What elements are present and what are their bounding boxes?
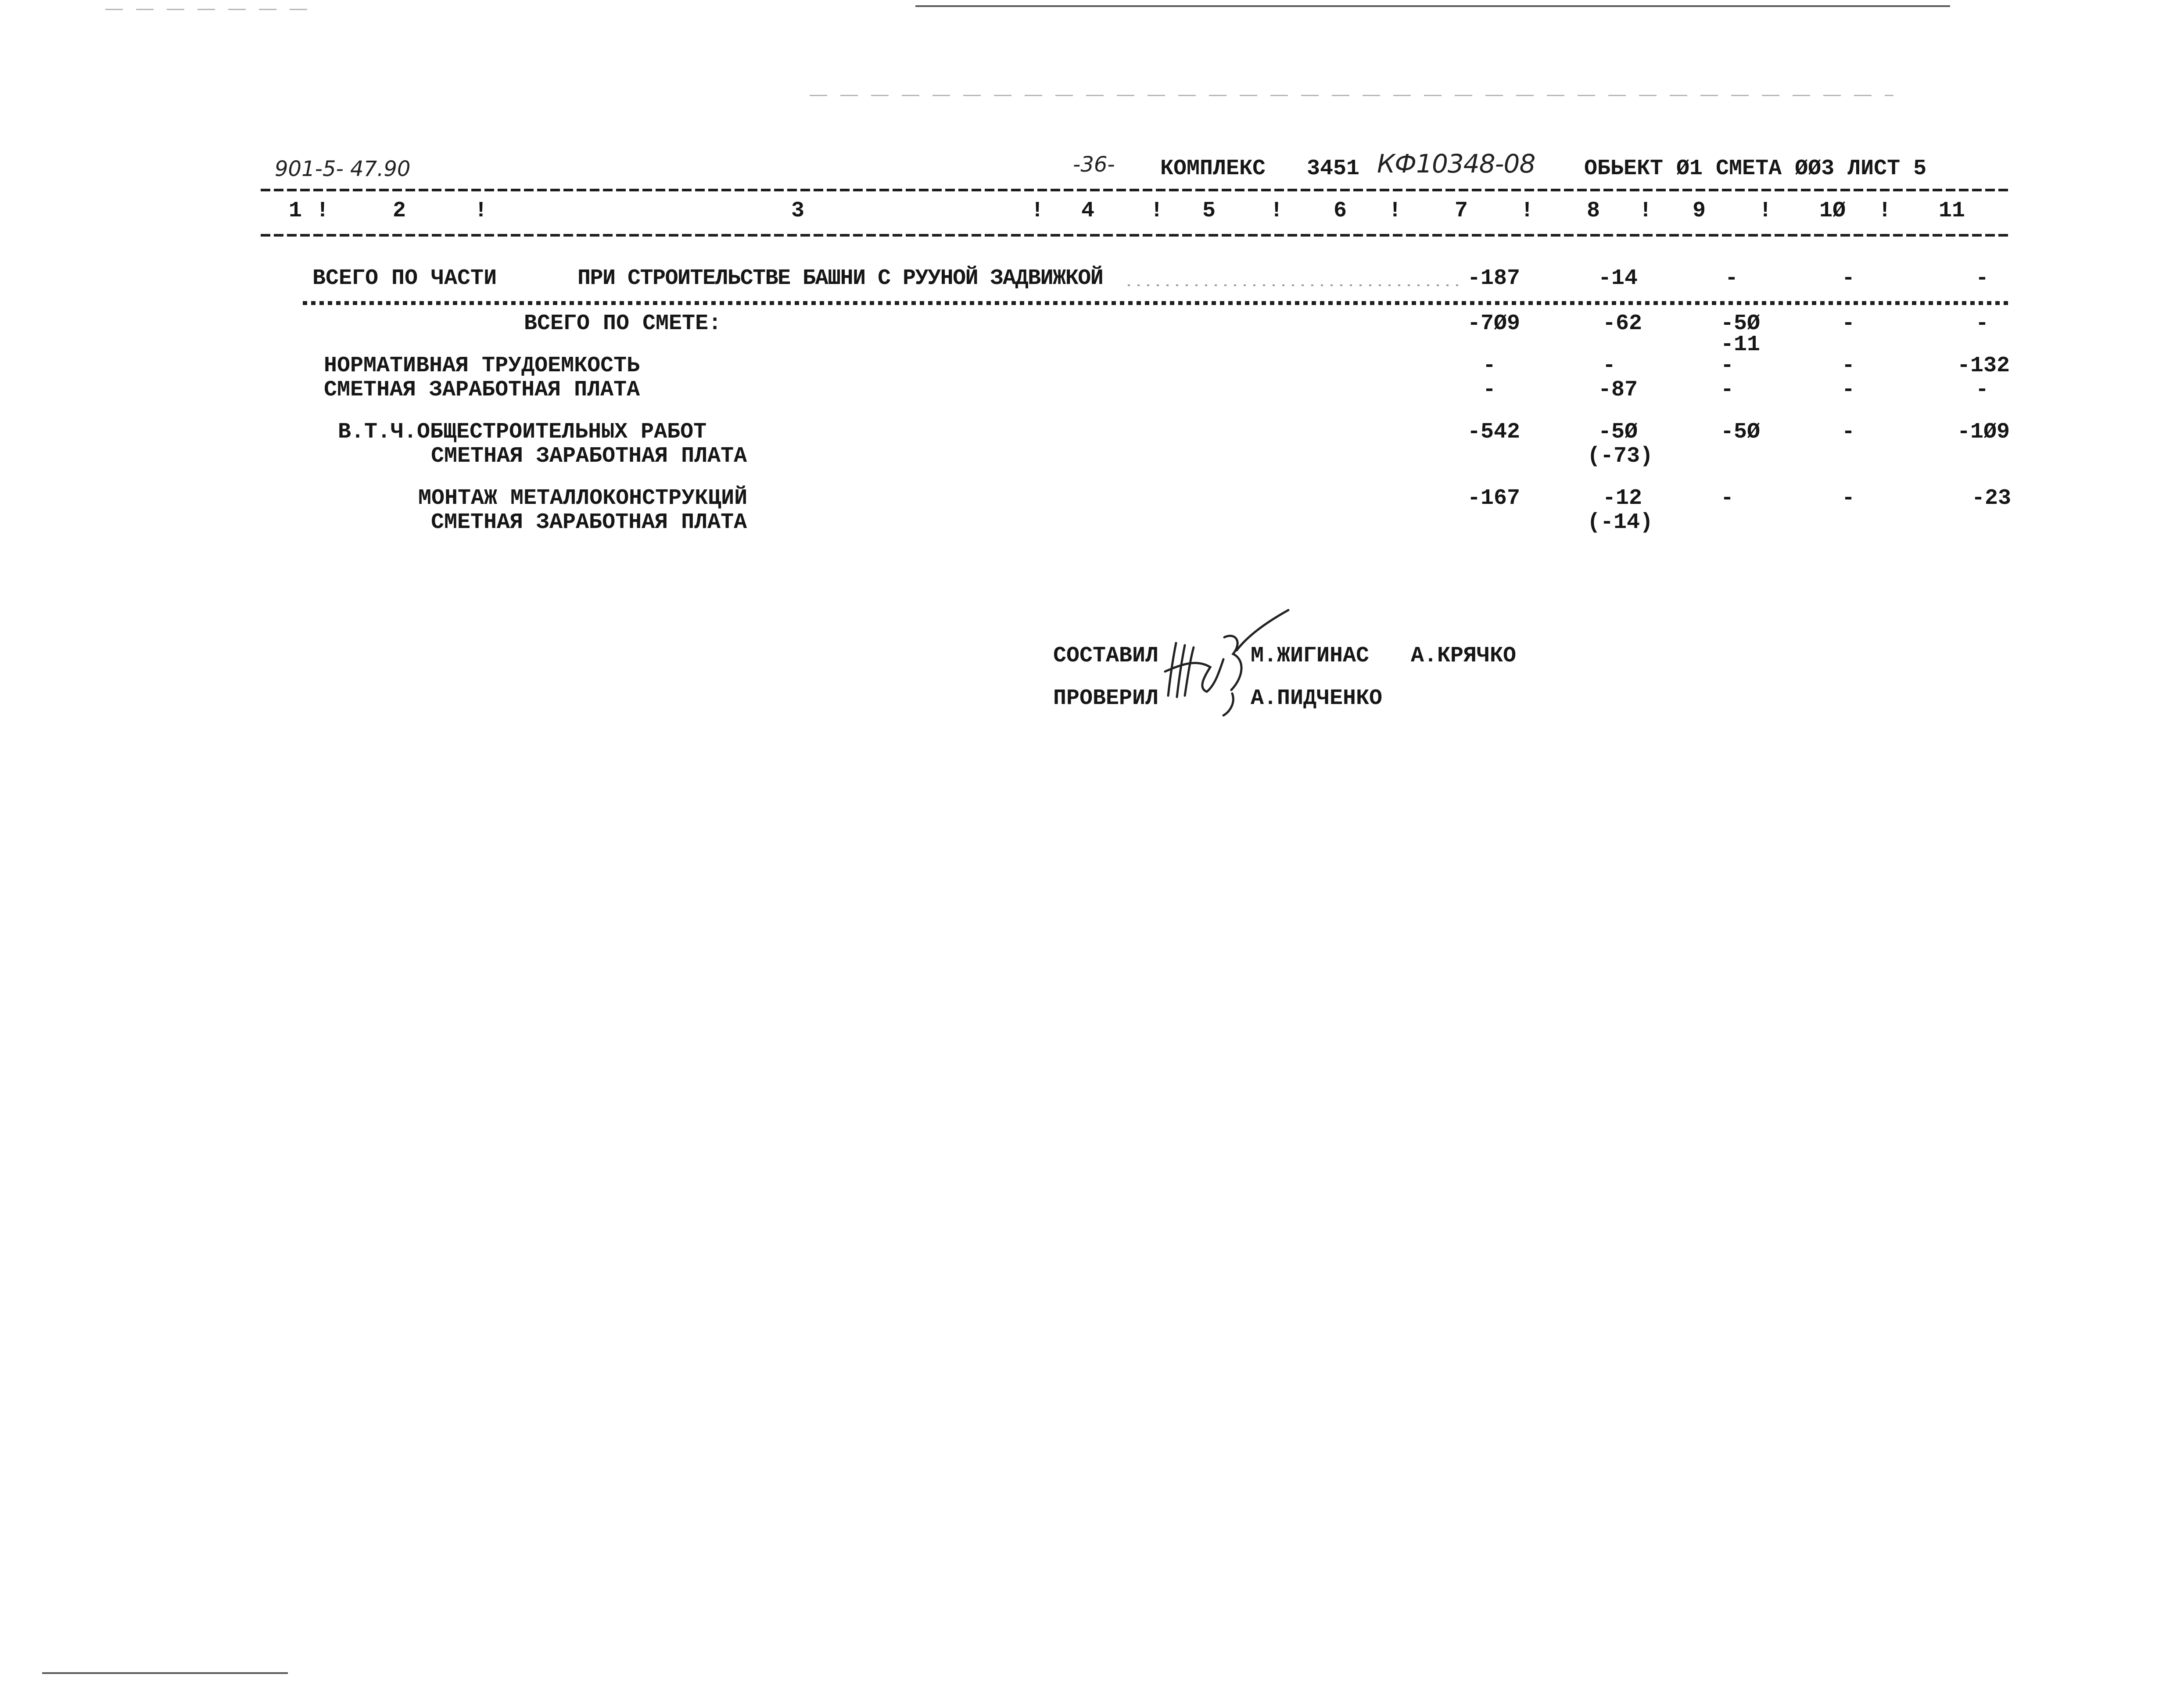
part-total-col10: - (1842, 266, 1855, 291)
wages-col9: - (1721, 377, 1734, 402)
column-separator: ! (316, 198, 330, 223)
part-total-col8: -14 (1598, 266, 1638, 291)
column-number-5: 5 (1202, 198, 1216, 223)
metal-installation-col11: -23 (1972, 486, 2012, 511)
wages-col7: - (1483, 377, 1496, 402)
labor-norm-label: НОРМАТИВНАЯ ТРУДОЕМКОСТЬ (324, 353, 640, 378)
part-total-description: ПРИ СТРОИТЕЛЬСТВЕ БАШНИ С РУУНОЙ ЗАДВИЖКОЙ (577, 266, 1103, 291)
part-total-col11: - (1976, 266, 1989, 291)
column-separator: ! (1150, 198, 1164, 223)
estimate-total-label: ВСЕГО ПО СМЕТЕ: (524, 311, 722, 336)
handwritten-signature (1158, 606, 1299, 720)
part-total-col7: -187 (1467, 266, 1521, 291)
estimate-total-col9: -5Ø (1721, 311, 1761, 336)
estimate-total-col8: -62 (1603, 311, 1642, 336)
general-construction-col9: -5Ø (1721, 420, 1761, 445)
column-separator: ! (1878, 198, 1892, 223)
metal-installation-col7: -167 (1467, 486, 1521, 511)
wages-label: СМЕТНАЯ ЗАРАБОТНАЯ ПЛАТА (324, 377, 640, 402)
estimate-total-col9-extra: -11 (1721, 332, 1761, 357)
complex-number: 3451 (1307, 156, 1360, 181)
column-separator: ! (1521, 198, 1534, 223)
general-construction-col8: -5Ø (1598, 420, 1638, 445)
metal-installation-col8: -12 (1603, 486, 1642, 511)
column-number-4: 4 (1081, 198, 1095, 223)
general-construction-col11: -1Ø9 (1957, 420, 2010, 445)
part-total-col9: - (1725, 266, 1739, 291)
column-number-8: 8 (1587, 198, 1600, 223)
general-construction-label: В.Т.Ч.ОБЩЕСТРОИТЕЛЬНЫХ РАБОТ (338, 420, 707, 445)
general-construction-wages-label: СМЕТНАЯ ЗАРАБОТНАЯ ПЛАТА (431, 444, 747, 469)
compiled-by-name-1: М.ЖИГИНАС (1251, 643, 1370, 668)
general-construction-col7: -542 (1467, 420, 1521, 445)
labor-norm-col9: - (1721, 353, 1734, 378)
project-code: КФ10348-08 (1377, 149, 1535, 179)
column-number-9: 9 (1693, 198, 1706, 223)
column-number-2: 2 (393, 198, 406, 223)
estimate-total-col10: - (1842, 311, 1855, 336)
estimate-total-col11: - (1976, 311, 1989, 336)
column-number-1: 1 (289, 198, 302, 223)
column-separator: ! (1759, 198, 1772, 223)
metal-installation-wages-col8: (-14) (1587, 510, 1653, 535)
labor-norm-col10: - (1842, 353, 1855, 378)
column-separator: ! (1031, 198, 1044, 223)
estimate-total-col7: -7Ø9 (1467, 311, 1521, 336)
column-separator: ! (1388, 198, 1402, 223)
checked-by-label: ПРОВЕРИЛ (1053, 686, 1159, 711)
metal-installation-wages-label: СМЕТНАЯ ЗАРАБОТНАЯ ПЛАТА (431, 510, 747, 535)
labor-norm-col8: - (1603, 353, 1616, 378)
scan-artifact-bottom-line (42, 1672, 288, 1674)
part-total-label: ВСЕГО ПО ЧАСТИ (312, 266, 497, 291)
scan-artifact-top-line (915, 5, 1950, 7)
column-number-11: 11 (1939, 198, 1965, 223)
metal-installation-col10: - (1842, 486, 1855, 511)
wages-col11: - (1976, 377, 1989, 402)
labor-norm-col11: -132 (1957, 353, 2010, 378)
compiled-by-name-2: А.КРЯЧКО (1411, 643, 1517, 668)
object-sheet-info: ОБЬЕКТ Ø1 СМЕТА ØØ3 ЛИСТ 5 (1584, 156, 1927, 181)
checked-by-name: А.ПИДЧЕНКО (1251, 686, 1383, 711)
general-construction-col10: - (1842, 420, 1855, 445)
document-code: 901-5- 47.90 (275, 157, 411, 181)
wages-col10: - (1842, 377, 1855, 402)
column-number-7: 7 (1455, 198, 1468, 223)
complex-label: КОМПЛЕКС (1160, 156, 1266, 181)
compiled-by-label: СОСТАВИЛ (1053, 643, 1159, 668)
metal-installation-label: МОНТАЖ МЕТАЛЛОКОНСТРУКЦИЙ (418, 486, 748, 511)
column-separator: ! (1270, 198, 1284, 223)
scan-artifact-top-left-dashes (105, 9, 310, 10)
metal-installation-col9: - (1721, 486, 1734, 511)
totals-dotted-rule (303, 301, 2009, 305)
dotted-leader (1128, 284, 1461, 286)
wages-col8: -87 (1598, 377, 1638, 402)
column-separator: ! (474, 198, 488, 223)
scan-artifact-faint-line (810, 95, 1894, 96)
labor-norm-col7: - (1483, 353, 1496, 378)
header-top-rule (261, 189, 2009, 191)
general-construction-wages-col8: (-73) (1587, 444, 1653, 469)
column-number-10: 1Ø (1819, 198, 1846, 223)
column-separator: ! (1639, 198, 1653, 223)
header-bottom-rule (261, 234, 2009, 237)
column-number-6: 6 (1334, 198, 1347, 223)
column-number-3: 3 (791, 198, 805, 223)
page-number: -36- (1073, 152, 1115, 177)
